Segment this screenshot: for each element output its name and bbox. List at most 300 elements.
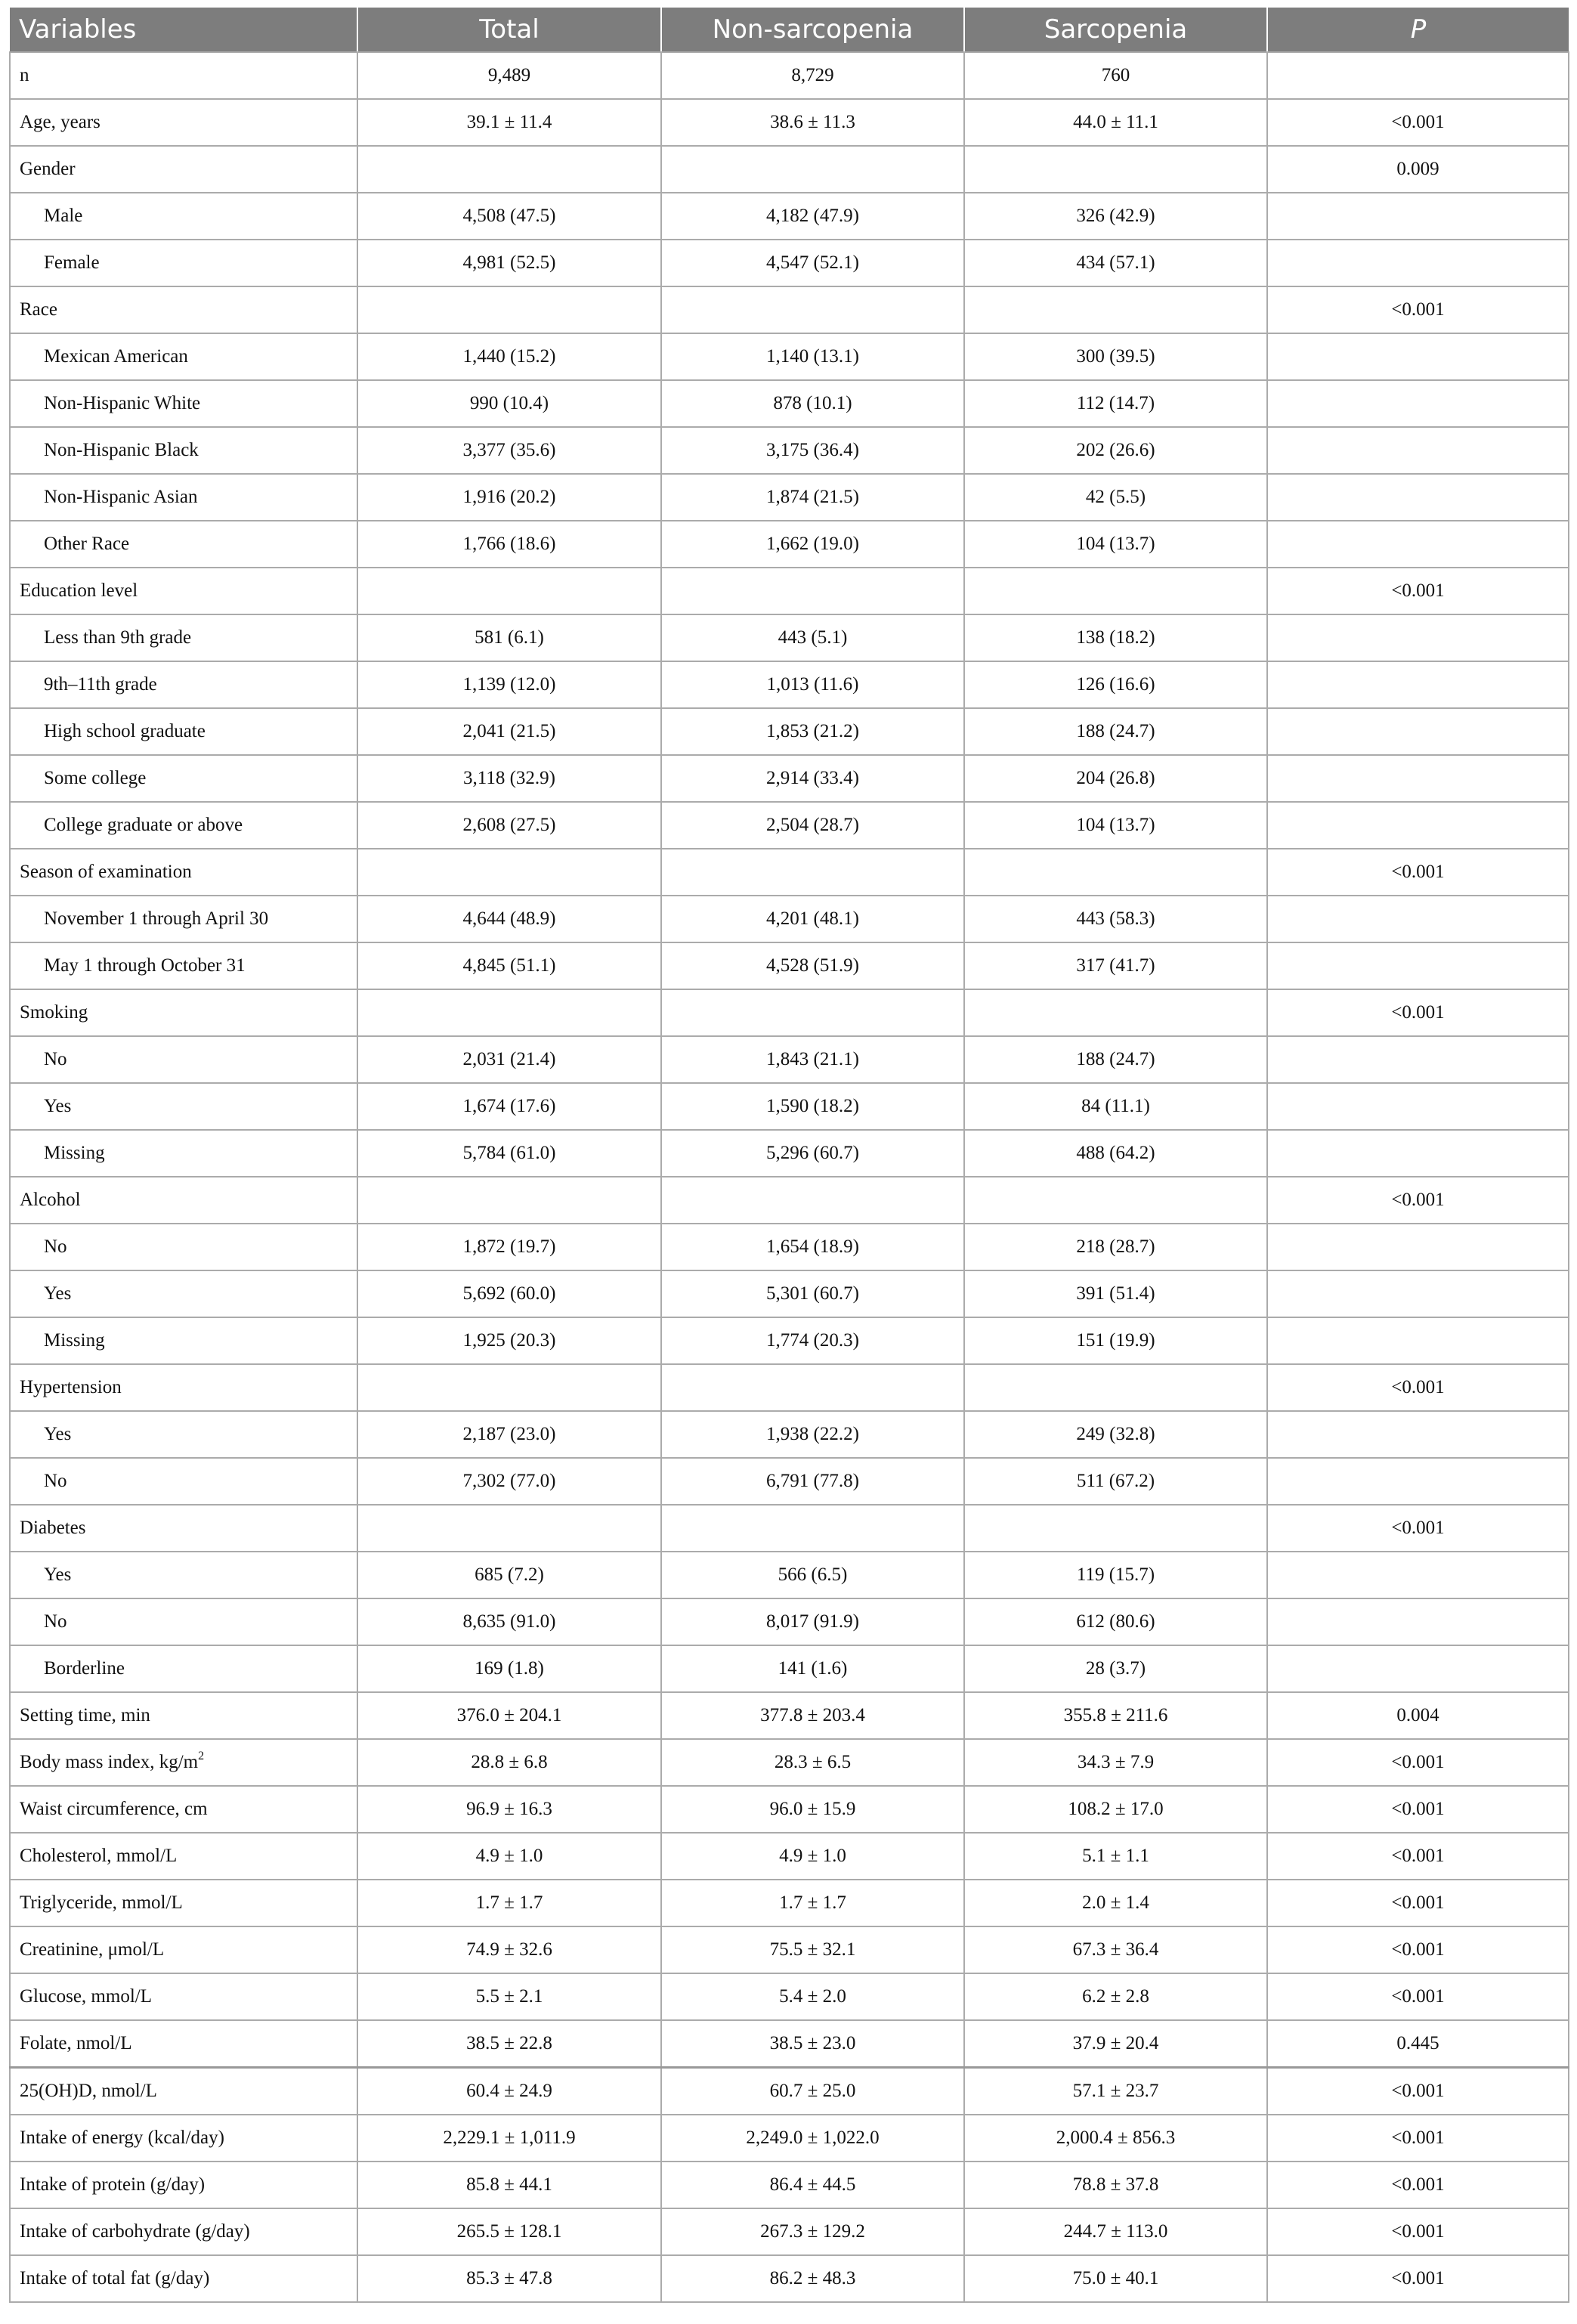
variable-label-text: No — [44, 1471, 67, 1491]
p-value-cell — [1267, 942, 1569, 989]
table-row — [10, 755, 1569, 802]
non-sarcopenia-cell: 4,201 (48.1) — [661, 896, 964, 942]
variable-label — [10, 240, 357, 286]
table-row — [10, 1833, 1569, 1880]
table-row — [10, 380, 1569, 427]
p-value-cell — [1267, 614, 1569, 661]
p-value-cell: <0.001 — [1267, 2162, 1569, 2208]
table-row — [10, 896, 1569, 942]
variable-label-text: Smoking — [20, 1002, 88, 1023]
non-sarcopenia-cell: 6,791 (77.8) — [661, 1458, 964, 1505]
variable-label — [10, 942, 357, 989]
variable-label-text: Intake of energy (kcal/day) — [20, 2127, 224, 2148]
non-sarcopenia-cell: 5.4 ± 2.0 — [661, 1973, 964, 2020]
non-sarcopenia-cell: 86.4 ± 44.5 — [661, 2162, 964, 2208]
p-value-cell — [1267, 1552, 1569, 1598]
variable-label-text: Season of examination — [20, 862, 192, 882]
non-sarcopenia-cell: 1,590 (18.2) — [661, 1083, 964, 1130]
variable-label-text: Some college — [44, 768, 147, 788]
sarcopenia-cell: 44.0 ± 11.1 — [964, 99, 1267, 146]
p-value-cell: <0.001 — [1267, 2255, 1569, 2302]
p-value-cell — [1267, 1458, 1569, 1505]
non-sarcopenia-cell: 4,547 (52.1) — [661, 240, 964, 286]
variable-label-text: Glucose, mmol/L — [20, 1986, 152, 2007]
sarcopenia-cell: 78.8 ± 37.8 — [964, 2162, 1267, 2208]
variable-label-text: Other Race — [44, 534, 130, 554]
sarcopenia-cell: 2.0 ± 1.4 — [964, 1880, 1267, 1926]
sarcopenia-cell — [964, 1177, 1267, 1224]
non-sarcopenia-cell: 1,140 (13.1) — [661, 333, 964, 380]
non-sarcopenia-cell: 8,729 — [661, 52, 964, 99]
non-sarcopenia-cell: 5,301 (60.7) — [661, 1270, 964, 1317]
non-sarcopenia-cell: 1,874 (21.5) — [661, 474, 964, 521]
table-row — [10, 1083, 1569, 1130]
table-row — [10, 240, 1569, 286]
p-value-cell: <0.001 — [1267, 1833, 1569, 1880]
variable-label-text: 25(OH)D, nmol/L — [20, 2081, 157, 2101]
non-sarcopenia-cell: 4,182 (47.9) — [661, 193, 964, 240]
sarcopenia-cell: 443 (58.3) — [964, 896, 1267, 942]
non-sarcopenia-cell — [661, 1364, 964, 1411]
variable-label — [10, 1364, 357, 1411]
total-cell: 4,981 (52.5) — [357, 240, 661, 286]
non-sarcopenia-cell — [661, 1177, 964, 1224]
variable-label — [10, 1458, 357, 1505]
table-row — [10, 1598, 1569, 1645]
variable-label — [10, 896, 357, 942]
p-value-cell: <0.001 — [1267, 1973, 1569, 2020]
variable-label — [10, 1177, 357, 1224]
sarcopenia-cell: 218 (28.7) — [964, 1224, 1267, 1270]
total-cell — [357, 286, 661, 333]
p-value-cell: 0.009 — [1267, 146, 1569, 193]
non-sarcopenia-cell: 38.6 ± 11.3 — [661, 99, 964, 146]
sarcopenia-cell: 138 (18.2) — [964, 614, 1267, 661]
sarcopenia-cell — [964, 286, 1267, 333]
variable-label — [10, 1692, 357, 1739]
variable-label-text: Education level — [20, 580, 138, 601]
sarcopenia-cell: 391 (51.4) — [964, 1270, 1267, 1317]
p-value-cell: <0.001 — [1267, 1880, 1569, 1926]
table-row — [10, 2255, 1569, 2302]
variable-label-text: May 1 through October 31 — [44, 955, 246, 976]
sarcopenia-cell: 37.9 ± 20.4 — [964, 2020, 1267, 2068]
sarcopenia-cell: 317 (41.7) — [964, 942, 1267, 989]
non-sarcopenia-cell: 1,662 (19.0) — [661, 521, 964, 568]
variable-label — [10, 52, 357, 99]
variable-label — [10, 2020, 357, 2068]
table-row — [10, 708, 1569, 755]
sarcopenia-cell: 104 (13.7) — [964, 802, 1267, 849]
total-cell — [357, 568, 661, 614]
table-row — [10, 661, 1569, 708]
table-row — [10, 1036, 1569, 1083]
non-sarcopenia-cell: 1,013 (11.6) — [661, 661, 964, 708]
variable-label — [10, 989, 357, 1036]
variable-label-text: Cholesterol, mmol/L — [20, 1846, 178, 1866]
sarcopenia-cell: 511 (67.2) — [964, 1458, 1267, 1505]
p-value-cell: <0.001 — [1267, 568, 1569, 614]
non-sarcopenia-cell — [661, 989, 964, 1036]
variable-label-text: No — [44, 1236, 67, 1257]
total-cell: 7,302 (77.0) — [357, 1458, 661, 1505]
table-row — [10, 2020, 1569, 2068]
variable-label — [10, 474, 357, 521]
total-cell: 9,489 — [357, 52, 661, 99]
total-cell: 1,440 (15.2) — [357, 333, 661, 380]
sarcopenia-cell: 355.8 ± 211.6 — [964, 1692, 1267, 1739]
variable-label — [10, 1552, 357, 1598]
variable-label-text: Borderline — [44, 1658, 125, 1679]
p-value-cell — [1267, 1317, 1569, 1364]
variable-label-text: Diabetes — [20, 1518, 86, 1538]
total-cell: 1,674 (17.6) — [357, 1083, 661, 1130]
sarcopenia-cell: 75.0 ± 40.1 — [964, 2255, 1267, 2302]
variable-label-text: Non-Hispanic White — [44, 393, 201, 413]
total-cell: 2,041 (21.5) — [357, 708, 661, 755]
total-cell: 2,187 (23.0) — [357, 1411, 661, 1458]
p-value-cell — [1267, 661, 1569, 708]
total-cell: 4,644 (48.9) — [357, 896, 661, 942]
table-row — [10, 1739, 1569, 1786]
variable-label — [10, 2208, 357, 2255]
sarcopenia-cell: 5.1 ± 1.1 — [964, 1833, 1267, 1880]
p-value-cell: <0.001 — [1267, 2115, 1569, 2162]
non-sarcopenia-cell: 1,853 (21.2) — [661, 708, 964, 755]
p-value-cell — [1267, 427, 1569, 474]
sarcopenia-cell: 28 (3.7) — [964, 1645, 1267, 1692]
non-sarcopenia-cell: 1,843 (21.1) — [661, 1036, 964, 1083]
table-row — [10, 849, 1569, 896]
p-value-cell — [1267, 333, 1569, 380]
table-row — [10, 1880, 1569, 1926]
total-cell: 60.4 ± 24.9 — [357, 2068, 661, 2115]
sarcopenia-cell — [964, 989, 1267, 1036]
non-sarcopenia-cell: 1,938 (22.2) — [661, 1411, 964, 1458]
non-sarcopenia-cell: 566 (6.5) — [661, 1552, 964, 1598]
total-cell: 85.8 ± 44.1 — [357, 2162, 661, 2208]
header-row — [10, 8, 1569, 52]
total-cell: 96.9 ± 16.3 — [357, 1786, 661, 1833]
table-row — [10, 99, 1569, 146]
p-value-cell — [1267, 240, 1569, 286]
p-value-cell: <0.001 — [1267, 1505, 1569, 1552]
variable-label-text: Less than 9th grade — [44, 627, 192, 648]
total-cell: 2,608 (27.5) — [357, 802, 661, 849]
table-row — [10, 2208, 1569, 2255]
non-sarcopenia-cell: 96.0 ± 15.9 — [661, 1786, 964, 1833]
p-value-cell: 0.004 — [1267, 1692, 1569, 1739]
total-cell — [357, 849, 661, 896]
variable-label-text: High school graduate — [44, 721, 206, 741]
sarcopenia-cell: 67.3 ± 36.4 — [964, 1926, 1267, 1973]
variable-label — [10, 614, 357, 661]
total-cell: 2,229.1 ± 1,011.9 — [357, 2115, 661, 2162]
sarcopenia-cell: 119 (15.7) — [964, 1552, 1267, 1598]
p-value-cell — [1267, 1083, 1569, 1130]
variable-label — [10, 521, 357, 568]
p-value-cell: <0.001 — [1267, 989, 1569, 1036]
table-row — [10, 2115, 1569, 2162]
total-cell: 8,635 (91.0) — [357, 1598, 661, 1645]
non-sarcopenia-cell: 4,528 (51.9) — [661, 942, 964, 989]
p-value-cell — [1267, 1224, 1569, 1270]
variable-label-text: Alcohol — [20, 1190, 81, 1210]
non-sarcopenia-cell: 267.3 ± 129.2 — [661, 2208, 964, 2255]
p-value-cell — [1267, 755, 1569, 802]
p-value-cell: <0.001 — [1267, 1739, 1569, 1786]
header-total: Total — [357, 8, 661, 52]
total-cell: 1.7 ± 1.7 — [357, 1880, 661, 1926]
variable-label-text: Intake of protein (g/day) — [20, 2174, 206, 2195]
total-cell: 1,139 (12.0) — [357, 661, 661, 708]
variable-label-text: Missing — [44, 1143, 105, 1163]
total-cell: 1,872 (19.7) — [357, 1224, 661, 1270]
total-cell: 39.1 ± 11.4 — [357, 99, 661, 146]
p-value-cell — [1267, 1645, 1569, 1692]
non-sarcopenia-cell: 38.5 ± 23.0 — [661, 2020, 964, 2068]
sarcopenia-cell: 112 (14.7) — [964, 380, 1267, 427]
total-cell: 1,916 (20.2) — [357, 474, 661, 521]
total-cell: 74.9 ± 32.6 — [357, 1926, 661, 1973]
variable-label-text: Non-Hispanic Black — [44, 440, 199, 460]
variable-label — [10, 849, 357, 896]
total-cell: 685 (7.2) — [357, 1552, 661, 1598]
header-variables: Variables — [10, 8, 357, 52]
sarcopenia-cell: 249 (32.8) — [964, 1411, 1267, 1458]
variable-label-text: Body mass index, kg/m — [20, 1752, 199, 1772]
table-row — [10, 1177, 1569, 1224]
p-value-cell: <0.001 — [1267, 1926, 1569, 1973]
variable-label — [10, 708, 357, 755]
table-row — [10, 1786, 1569, 1833]
total-cell — [357, 1505, 661, 1552]
total-cell: 5,692 (60.0) — [357, 1270, 661, 1317]
table-row — [10, 521, 1569, 568]
table-row — [10, 286, 1569, 333]
total-cell: 5,784 (61.0) — [357, 1130, 661, 1177]
p-value-cell: <0.001 — [1267, 2068, 1569, 2115]
total-cell: 85.3 ± 47.8 — [357, 2255, 661, 2302]
variable-label — [10, 1130, 357, 1177]
sarcopenia-cell: 151 (19.9) — [964, 1317, 1267, 1364]
non-sarcopenia-cell: 2,504 (28.7) — [661, 802, 964, 849]
table-row — [10, 942, 1569, 989]
total-cell: 5.5 ± 2.1 — [357, 1973, 661, 2020]
table-row — [10, 568, 1569, 614]
table-row — [10, 802, 1569, 849]
sarcopenia-cell: 204 (26.8) — [964, 755, 1267, 802]
sarcopenia-cell: 188 (24.7) — [964, 708, 1267, 755]
variable-label — [10, 1083, 357, 1130]
variable-label-text: Yes — [44, 1283, 72, 1304]
variable-label-text: Gender — [20, 159, 76, 179]
variable-label-text: November 1 through April 30 — [44, 908, 269, 929]
header-non-sarcopenia: Non-sarcopenia — [661, 8, 964, 52]
variable-label — [10, 1739, 357, 1786]
p-value-cell — [1267, 193, 1569, 240]
total-cell: 4.9 ± 1.0 — [357, 1833, 661, 1880]
total-cell: 3,118 (32.9) — [357, 755, 661, 802]
table-body — [10, 52, 1569, 2302]
p-value-cell — [1267, 474, 1569, 521]
table-row — [10, 1317, 1569, 1364]
variable-label — [10, 568, 357, 614]
total-cell: 581 (6.1) — [357, 614, 661, 661]
p-value-cell — [1267, 1411, 1569, 1458]
sarcopenia-cell: 126 (16.6) — [964, 661, 1267, 708]
sarcopenia-cell: 760 — [964, 52, 1267, 99]
table-row — [10, 1130, 1569, 1177]
variable-label — [10, 755, 357, 802]
variable-label — [10, 1598, 357, 1645]
p-value-cell — [1267, 708, 1569, 755]
sarcopenia-cell: 6.2 ± 2.8 — [964, 1973, 1267, 2020]
total-cell: 38.5 ± 22.8 — [357, 2020, 661, 2068]
p-value-cell: <0.001 — [1267, 849, 1569, 896]
p-value-cell: 0.445 — [1267, 2020, 1569, 2068]
total-cell: 1,766 (18.6) — [357, 521, 661, 568]
table-row — [10, 52, 1569, 99]
table-row — [10, 193, 1569, 240]
non-sarcopenia-cell: 4.9 ± 1.0 — [661, 1833, 964, 1880]
p-value-cell — [1267, 802, 1569, 849]
total-cell: 4,845 (51.1) — [357, 942, 661, 989]
total-cell: 4,508 (47.5) — [357, 193, 661, 240]
table-row — [10, 1224, 1569, 1270]
non-sarcopenia-cell: 28.3 ± 6.5 — [661, 1739, 964, 1786]
variable-label — [10, 146, 357, 193]
header-p-value: P — [1267, 8, 1569, 52]
header-sarcopenia: Sarcopenia — [964, 8, 1267, 52]
total-cell — [357, 1177, 661, 1224]
table-row — [10, 474, 1569, 521]
non-sarcopenia-cell: 878 (10.1) — [661, 380, 964, 427]
variable-label — [10, 2255, 357, 2302]
variable-label — [10, 380, 357, 427]
total-cell — [357, 989, 661, 1036]
sarcopenia-cell: 188 (24.7) — [964, 1036, 1267, 1083]
variable-label — [10, 333, 357, 380]
variable-label — [10, 1270, 357, 1317]
table-row — [10, 1926, 1569, 1973]
variable-label-text: Mexican American — [44, 346, 188, 367]
non-sarcopenia-cell: 8,017 (91.9) — [661, 1598, 964, 1645]
non-sarcopenia-cell — [661, 146, 964, 193]
sarcopenia-cell: 326 (42.9) — [964, 193, 1267, 240]
variable-label-text: n — [20, 65, 29, 85]
variable-label — [10, 1224, 357, 1270]
p-value-cell: <0.001 — [1267, 1364, 1569, 1411]
non-sarcopenia-cell: 2,914 (33.4) — [661, 755, 964, 802]
p-value-cell — [1267, 380, 1569, 427]
p-value-cell — [1267, 521, 1569, 568]
sarcopenia-cell: 108.2 ± 17.0 — [964, 1786, 1267, 1833]
characteristics-table — [9, 8, 1569, 2303]
variable-label-text: Creatinine, μmol/L — [20, 1939, 165, 1960]
sarcopenia-cell — [964, 568, 1267, 614]
total-cell: 1,925 (20.3) — [357, 1317, 661, 1364]
variable-label — [10, 661, 357, 708]
non-sarcopenia-cell: 1,774 (20.3) — [661, 1317, 964, 1364]
p-value-cell: <0.001 — [1267, 1177, 1569, 1224]
p-value-cell: <0.001 — [1267, 99, 1569, 146]
variable-label-text: Intake of carbohydrate (g/day) — [20, 2221, 250, 2242]
p-value-cell: <0.001 — [1267, 286, 1569, 333]
p-value-cell — [1267, 1270, 1569, 1317]
variable-label-text: Male — [44, 206, 83, 226]
sarcopenia-cell: 2,000.4 ± 856.3 — [964, 2115, 1267, 2162]
sarcopenia-cell — [964, 1505, 1267, 1552]
non-sarcopenia-cell: 1.7 ± 1.7 — [661, 1880, 964, 1926]
table-row — [10, 146, 1569, 193]
non-sarcopenia-cell: 443 (5.1) — [661, 614, 964, 661]
table-row — [10, 1973, 1569, 2020]
table-row — [10, 1505, 1569, 1552]
table-row — [10, 1692, 1569, 1739]
sarcopenia-cell: 84 (11.1) — [964, 1083, 1267, 1130]
variable-label — [10, 802, 357, 849]
non-sarcopenia-cell: 141 (1.6) — [661, 1645, 964, 1692]
total-cell — [357, 1364, 661, 1411]
table-row — [10, 989, 1569, 1036]
table-row — [10, 1552, 1569, 1598]
non-sarcopenia-cell: 5,296 (60.7) — [661, 1130, 964, 1177]
sarcopenia-cell: 300 (39.5) — [964, 333, 1267, 380]
variable-label-text: Hypertension — [20, 1377, 122, 1397]
variable-label — [10, 99, 357, 146]
variable-label-text: Waist circumference, cm — [20, 1799, 208, 1819]
p-value-cell — [1267, 1598, 1569, 1645]
sarcopenia-cell: 42 (5.5) — [964, 474, 1267, 521]
sarcopenia-cell: 104 (13.7) — [964, 521, 1267, 568]
non-sarcopenia-cell: 377.8 ± 203.4 — [661, 1692, 964, 1739]
variable-label-text: Non-Hispanic Asian — [44, 487, 198, 507]
total-cell: 265.5 ± 128.1 — [357, 2208, 661, 2255]
p-value-cell — [1267, 1036, 1569, 1083]
table-row — [10, 2162, 1569, 2208]
non-sarcopenia-cell — [661, 568, 964, 614]
p-value-cell: <0.001 — [1267, 1786, 1569, 1833]
non-sarcopenia-cell: 1,654 (18.9) — [661, 1224, 964, 1270]
variable-label-text: Race — [20, 299, 57, 320]
table-row — [10, 1411, 1569, 1458]
table-row — [10, 1458, 1569, 1505]
variable-label — [10, 2162, 357, 2208]
variable-label — [10, 1317, 357, 1364]
variable-label — [10, 193, 357, 240]
variable-label — [10, 427, 357, 474]
non-sarcopenia-cell: 75.5 ± 32.1 — [661, 1926, 964, 1973]
variable-label-text: College graduate or above — [44, 815, 243, 835]
sarcopenia-cell: 202 (26.6) — [964, 427, 1267, 474]
variable-label-text: Triglyceride, mmol/L — [20, 1892, 183, 1913]
p-value-cell — [1267, 1130, 1569, 1177]
variable-label — [10, 1973, 357, 2020]
total-cell: 2,031 (21.4) — [357, 1036, 661, 1083]
total-cell: 3,377 (35.6) — [357, 427, 661, 474]
variable-label-text: No — [44, 1049, 67, 1069]
non-sarcopenia-cell — [661, 1505, 964, 1552]
total-cell — [357, 146, 661, 193]
table-row — [10, 1645, 1569, 1692]
sarcopenia-cell: 57.1 ± 23.7 — [964, 2068, 1267, 2115]
non-sarcopenia-cell: 86.2 ± 48.3 — [661, 2255, 964, 2302]
variable-label — [10, 286, 357, 333]
variable-label-text: No — [44, 1611, 67, 1632]
non-sarcopenia-cell — [661, 849, 964, 896]
variable-label — [10, 2115, 357, 2162]
